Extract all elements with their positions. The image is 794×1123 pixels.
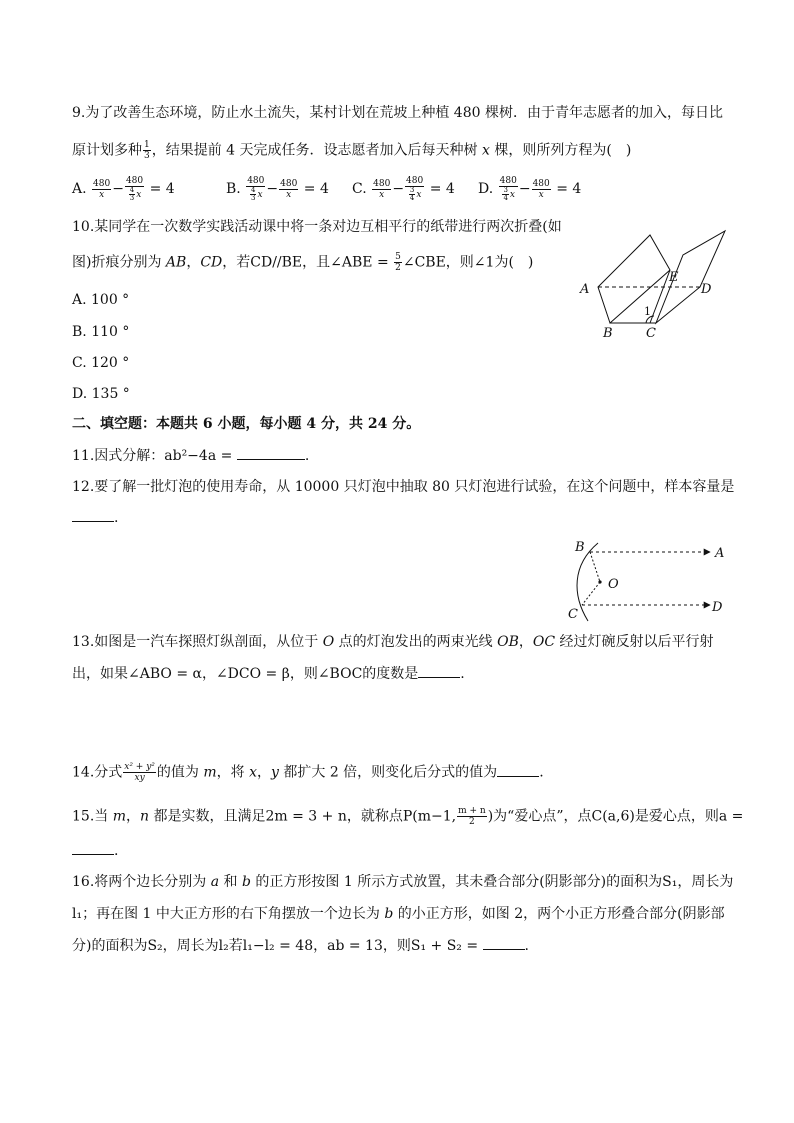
q10-line2: 图)折痕分别为 AB，CD，若CD//BE，且∠ABE = $\frac{5}{2}$ ∠CBE，则∠1为( ) <box>72 252 534 273</box>
label-o: O <box>608 577 619 592</box>
q10-line1: 10.某同学在一次数学实践活动课中将一条对边互相平行的纸带进行两次折叠(如 <box>72 219 562 235</box>
q10-option-c: C. 120 ° <box>72 355 130 371</box>
q11: 11.因式分解：ab²−4a = . <box>72 448 310 464</box>
q9-fraction: $\frac{1}{3}$ <box>144 140 150 161</box>
q10-fold-figure <box>570 215 730 345</box>
paper-strip-right <box>656 231 725 323</box>
q13-line2: 出，如果∠ABO = α，∠DCO = β，则∠BOC的度数是 . <box>72 666 465 682</box>
q13-answer-blank[interactable] <box>418 665 460 678</box>
q9-variable: x <box>482 142 490 159</box>
q9-line2 <box>72 140 631 161</box>
ray-oc <box>582 582 600 605</box>
q15-answer-blank[interactable] <box>72 842 114 855</box>
label-b: B <box>575 540 585 555</box>
q9-line1: 9.为了改善生态环境，防止水土流失，某村计划在荒坡上种植 480 棵树．由于青年志愿者的加入，每日比 <box>72 105 723 121</box>
label-a: A <box>580 282 590 297</box>
q9-text: 棵，则所列方程为( ) <box>489 142 632 159</box>
label-c: C <box>568 607 578 622</box>
label-a: A <box>715 546 725 561</box>
q16-answer-blank[interactable] <box>483 937 525 950</box>
label-b: B <box>603 326 613 341</box>
q13-headlight-figure <box>560 535 730 625</box>
q16-line2: l₁；再在图 1 中大正方形的右下角摆放一个边长为 b 的小正方形，如图 2，两个小正方形叠合部分(阴影部 <box>72 906 725 922</box>
q10-option-a: A. 100 ° <box>72 292 130 308</box>
q9-option-a: A. $\frac{480}{x}$ − 480 $\frac{4}{3}$ x = 4 <box>72 176 175 202</box>
q9-option-d: D. 480 $\frac{3}{4}$ x − $\frac{480}{x}$ = 4 <box>478 176 582 202</box>
q16-line3: 分)的面积为S₂，周长为l₂若l₁−l₂ = 48，ab = 13，则S₁ + S₂ = . <box>72 938 529 954</box>
section2-title: 二、填空题：本题共 6 小题，每小题 4 分，共 24 分。 <box>72 416 421 432</box>
q15-line1: 15.当 m，n 都是实数，且满足2m = 3 + n，就称点P(m−1, $\frac{m + n}{2}$ )为“爱心点”，点C(a,6)是爱心点，则a = <box>72 806 744 827</box>
q9-option-c: C. $\frac{480}{x}$ − 480 $\frac{3}{4}$ x = 4 <box>352 176 455 202</box>
point-o <box>598 580 601 583</box>
paper-strip-left <box>598 235 670 323</box>
q9-option-b: B. 480 $\frac{4}{3}$ x − $\frac{480}{x}$ = 4 <box>226 176 329 202</box>
q12-line2: . <box>72 508 118 528</box>
q9-text: ，结果提前 4 天完成任务．设志愿者加入后每天种树 <box>151 142 482 159</box>
q13-line1: 13.如图是一汽车探照灯纵剖面，从位于 O 点的灯泡发出的两束光线 OB，OC 经过灯碗反射以后平行射 <box>72 634 714 650</box>
label-d: D <box>712 600 723 615</box>
q12-line1: 12.要了解一批灯泡的使用寿命，从 10000 只灯泡中抽取 80 只灯泡进行试验，在这个问题中，样本容量是 <box>72 479 735 495</box>
q15-line2: . <box>72 841 118 861</box>
q10-option-d: D. 135 ° <box>72 386 130 402</box>
label-e: E <box>669 270 679 285</box>
q14: 14.分式 $\frac{\text{x² + y²}}{xy}$ 的值为 m，将 x，y 都扩大 2 倍，则变化后分式的值为 . <box>72 762 544 783</box>
label-c: C <box>646 326 656 341</box>
ray-ob <box>590 552 600 582</box>
q16-line1: 16.将两个边长分别为 a 和 b 的正方形按图 1 所示方式放置，其未叠合部分(阴影部分)的面积为S₁，周长为 <box>72 874 734 890</box>
q11-answer-blank[interactable] <box>237 447 305 460</box>
label-d: D <box>701 282 712 297</box>
q9-text: 原计划多种 <box>72 142 142 159</box>
label-angle-1: 1 <box>644 305 651 318</box>
q10-option-b: B. 110 ° <box>72 324 130 340</box>
q14-answer-blank[interactable] <box>497 764 539 777</box>
q12-answer-blank[interactable] <box>72 509 114 522</box>
